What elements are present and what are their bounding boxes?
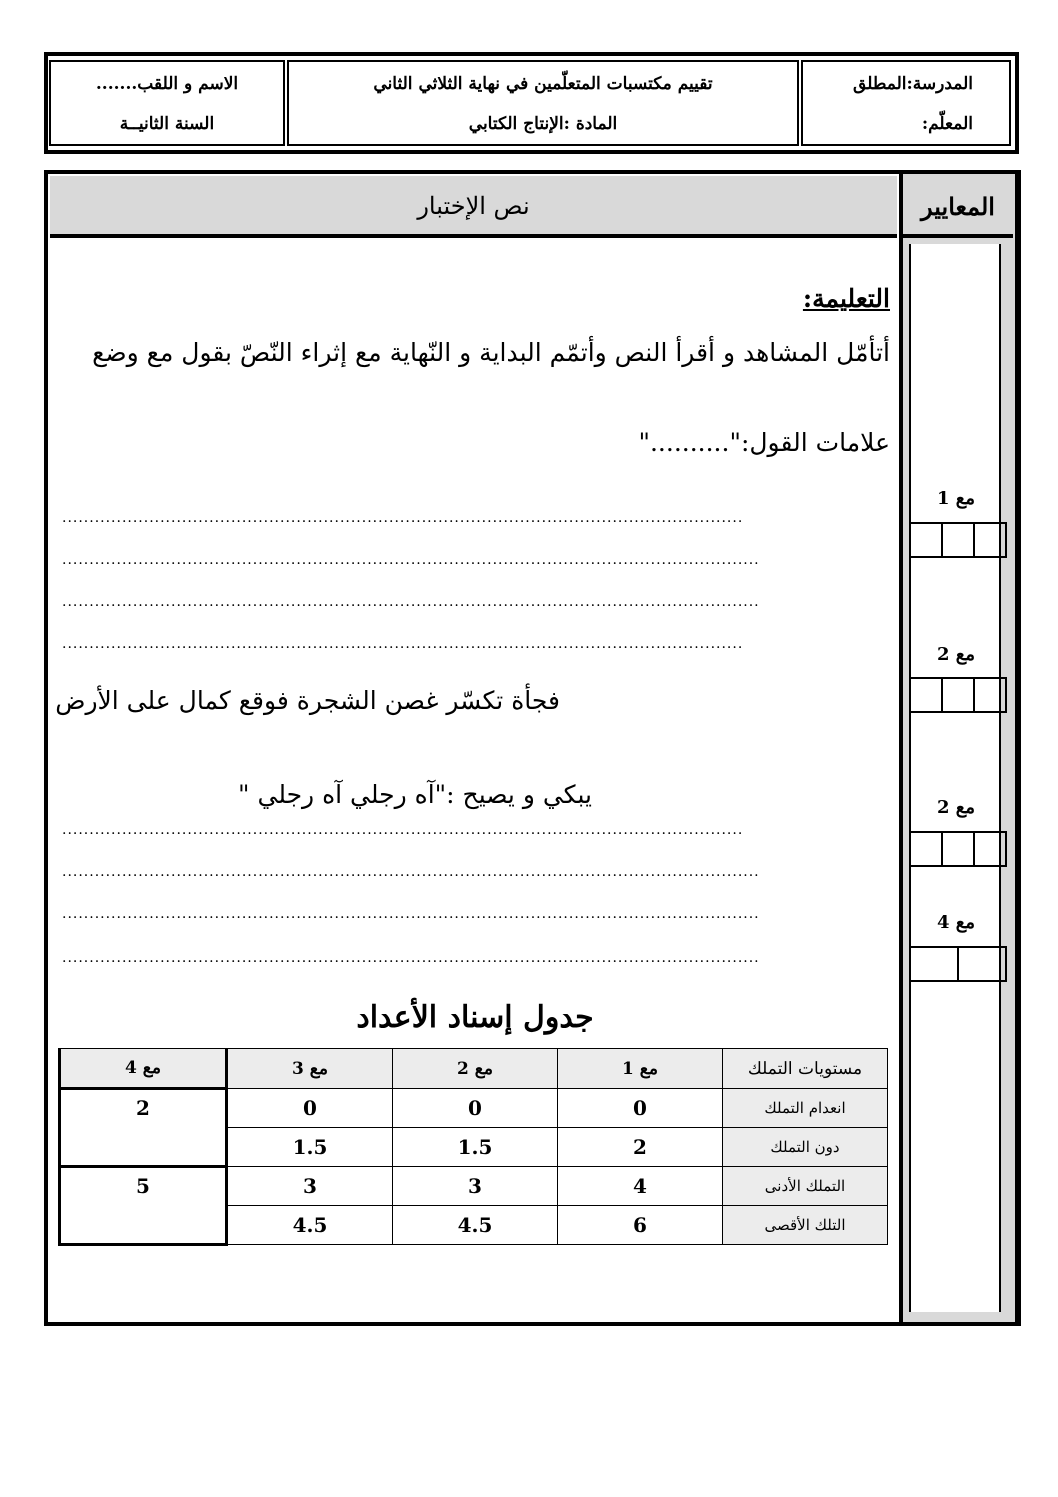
criteria-header: المعايير (903, 176, 1013, 238)
header-cell: مع 2 (393, 1049, 558, 1089)
answer-line[interactable]: ................................................................................................................................ (62, 906, 760, 922)
score-cell: 2 (558, 1128, 723, 1167)
criterion-label-4: مع 4 (936, 912, 976, 933)
score-cell: 2 (60, 1089, 227, 1167)
score-cell: 0 (227, 1089, 393, 1128)
criterion-score-boxes-2[interactable] (909, 677, 1007, 713)
score-cell: 3 (393, 1167, 558, 1206)
grade-table-title: جدول إسناد الأعداد (356, 1000, 594, 1035)
criterion-score-boxes-4[interactable] (909, 946, 1007, 982)
criteria-column (899, 174, 1017, 1322)
table-header-row (60, 1049, 888, 1089)
criterion-score-boxes-3[interactable] (909, 831, 1007, 867)
score-cell: 4 (558, 1167, 723, 1206)
header-cell: مستويات التملك (723, 1049, 888, 1089)
story-line-1: فجأة تكسّر غصن الشجرة فوقع كمال على الأرض (55, 686, 560, 715)
header-cell: مع 3 (227, 1049, 393, 1089)
criterion-label-2: مع 2 (936, 644, 976, 665)
score-cell: 5 (60, 1167, 227, 1245)
score-cell: 6 (558, 1206, 723, 1245)
answer-line[interactable]: ................................................................................................................................ (62, 594, 760, 610)
school-label: المدرسة:المطلق (853, 74, 973, 94)
header-box (44, 52, 1019, 154)
level-cell: التملك الأدنى (723, 1167, 888, 1206)
grade-level: السنة الثانيــة (119, 114, 215, 134)
answer-line[interactable]: ................................................................................................................................ (62, 864, 760, 880)
grade-table (58, 1048, 888, 1246)
school-cell (801, 60, 1011, 146)
name-label: الاسم و اللقب....... (95, 74, 239, 94)
score-cell: 1.5 (393, 1128, 558, 1167)
instruction-heading: التعليمة: (802, 284, 890, 313)
header-cell: مع 4 (60, 1049, 227, 1089)
score-cell: 4.5 (393, 1206, 558, 1245)
score-cell: 4.5 (227, 1206, 393, 1245)
criterion-label-1: مع 1 (936, 488, 976, 509)
answer-line[interactable]: ............................................................................................................................. (62, 822, 744, 838)
title-cell (287, 60, 799, 146)
answer-line[interactable]: ................................................................................................................................ (62, 552, 760, 568)
instruction-line-2: علامات القول:".........." (638, 428, 890, 457)
instruction-line-1: أتأمّل المشاهد و أقرأ النص وأتمّم البداية و النّهاية مع إثراء النّصّ بقول مع وضع (92, 338, 890, 367)
subject-label: المادة :الإنتاج الكتابي (468, 114, 618, 134)
student-cell (49, 60, 285, 146)
score-cell: 0 (558, 1089, 723, 1128)
section-title: نص الإختبار (50, 176, 897, 238)
criterion-label-3: مع 2 (936, 797, 976, 818)
table-row (60, 1167, 888, 1206)
score-cell: 3 (227, 1167, 393, 1206)
table-row (60, 1089, 888, 1128)
answer-line[interactable]: ............................................................................................................................. (62, 636, 744, 652)
answer-line[interactable]: ............................................................................................................................. (62, 510, 744, 526)
level-cell: التلك الأقصى (723, 1206, 888, 1245)
answer-line[interactable]: ................................................................................................................................ (62, 950, 760, 966)
criteria-body (909, 244, 1001, 1312)
score-cell: 1.5 (227, 1128, 393, 1167)
exam-title: تقييم مكتسبات المتعلّمين في نهاية الثلاثي الثاني (373, 74, 713, 94)
story-line-2: يبكي و يصيح :"آه رجلي آه رجلي " (238, 780, 592, 809)
level-cell: دون التملك (723, 1128, 888, 1167)
criterion-score-boxes-1[interactable] (909, 522, 1007, 558)
score-cell: 0 (393, 1089, 558, 1128)
teacher-label: المعلّم: (921, 114, 973, 134)
header-cell: مع 1 (558, 1049, 723, 1089)
level-cell: انعدام التملك (723, 1089, 888, 1128)
